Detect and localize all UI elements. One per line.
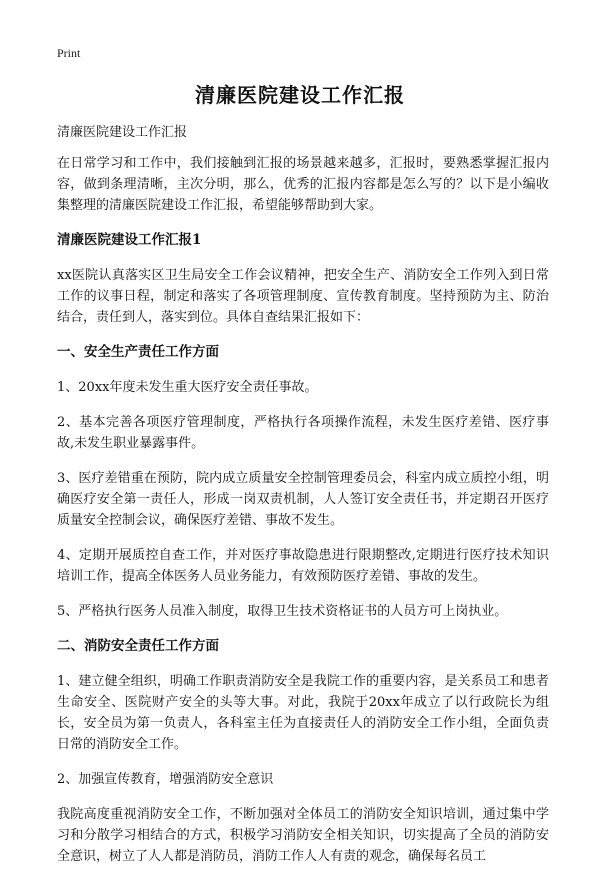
- list-item: 我院高度重视消防安全工作，不断加强对全体员工的消防安全知识培训，通过集中学习和分散学习相结合的方式，积极学习消防安全相关知识，切实提高了全员的消防安全意识，树立了人人都是消防员，消防工作人人有责的观念，确保每名员工: [57, 807, 549, 864]
- list-item: 5、严格执行医务人员准入制度，取得卫生技术资格证书的人员方可上岗执业。: [57, 604, 508, 619]
- list-item: 1、20xx年度未发生重大医疗安全责任事故。: [57, 380, 318, 395]
- section1-intro-paragraph: xx医院认真落实区卫生局安全工作会议精神，把安全生产、消防安全工作列入到日常工作的议事日程，制定和落实了各项管理制度、宣传教育制度。坚持预防为主、防治结合，责任到人，落实到位。具体自查结果汇报如下：: [57, 268, 549, 325]
- part-heading-fire: 二、消防安全责任工作方面: [57, 638, 219, 654]
- article-subtitle: 清廉医院建设工作汇报: [57, 125, 188, 140]
- list-item: 3、医疗差错重在预防，院内成立质量安全控制管理委员会，科室内成立质控小组，明确医疗安全第一责任人，形成一岗双责机制，人人签订安全责任书，并定期召开医疗质量安全控制会议，确保医疗差错、事故不发生。: [57, 471, 549, 528]
- list-item: 2、加强宣传教育，增强消防安全意识: [57, 772, 274, 787]
- list-item: 1、建立健全组织，明确工作职责消防安全是我院工作的重要内容，是关系员工和患者生命安全、医院财产安全的头等大事。对此，我院于20xx年成立了以行政院长为组长，安全员为第一负责人，各科室主任为直接责任人的消防安全工作小组，全面负责日常的消防安全工作。: [57, 674, 549, 752]
- intro-paragraph: 在日常学习和工作中，我们接触到汇报的场景越来越多，汇报时，要熟悉掌握汇报内容，做到条理清晰，主次分明，那么，优秀的汇报内容都是怎么写的？以下是小编收集整理的清廉医院建设工作汇报，希望能够帮助到大家。: [57, 156, 549, 213]
- page-title: 清廉医院建设工作汇报: [195, 83, 405, 107]
- list-item: 2、基本完善各项医疗管理制度，严格执行各项操作流程，未发生医疗差错、医疗事故,未发生职业暴露事件。: [57, 415, 549, 451]
- list-item: 4、定期开展质控自查工作，并对医疗事故隐患进行限期整改,定期进行医疗技术知识培训工作，提高全体医务人员业务能力，有效预防医疗差错、事故的发生。: [57, 548, 549, 584]
- article-body: [57, 122, 549, 881]
- print-link[interactable]: Print: [57, 46, 81, 60]
- section-heading-1: 清廉医院建设工作汇报1: [57, 232, 202, 248]
- part-heading-safety: 一、安全生产责任工作方面: [57, 344, 219, 360]
